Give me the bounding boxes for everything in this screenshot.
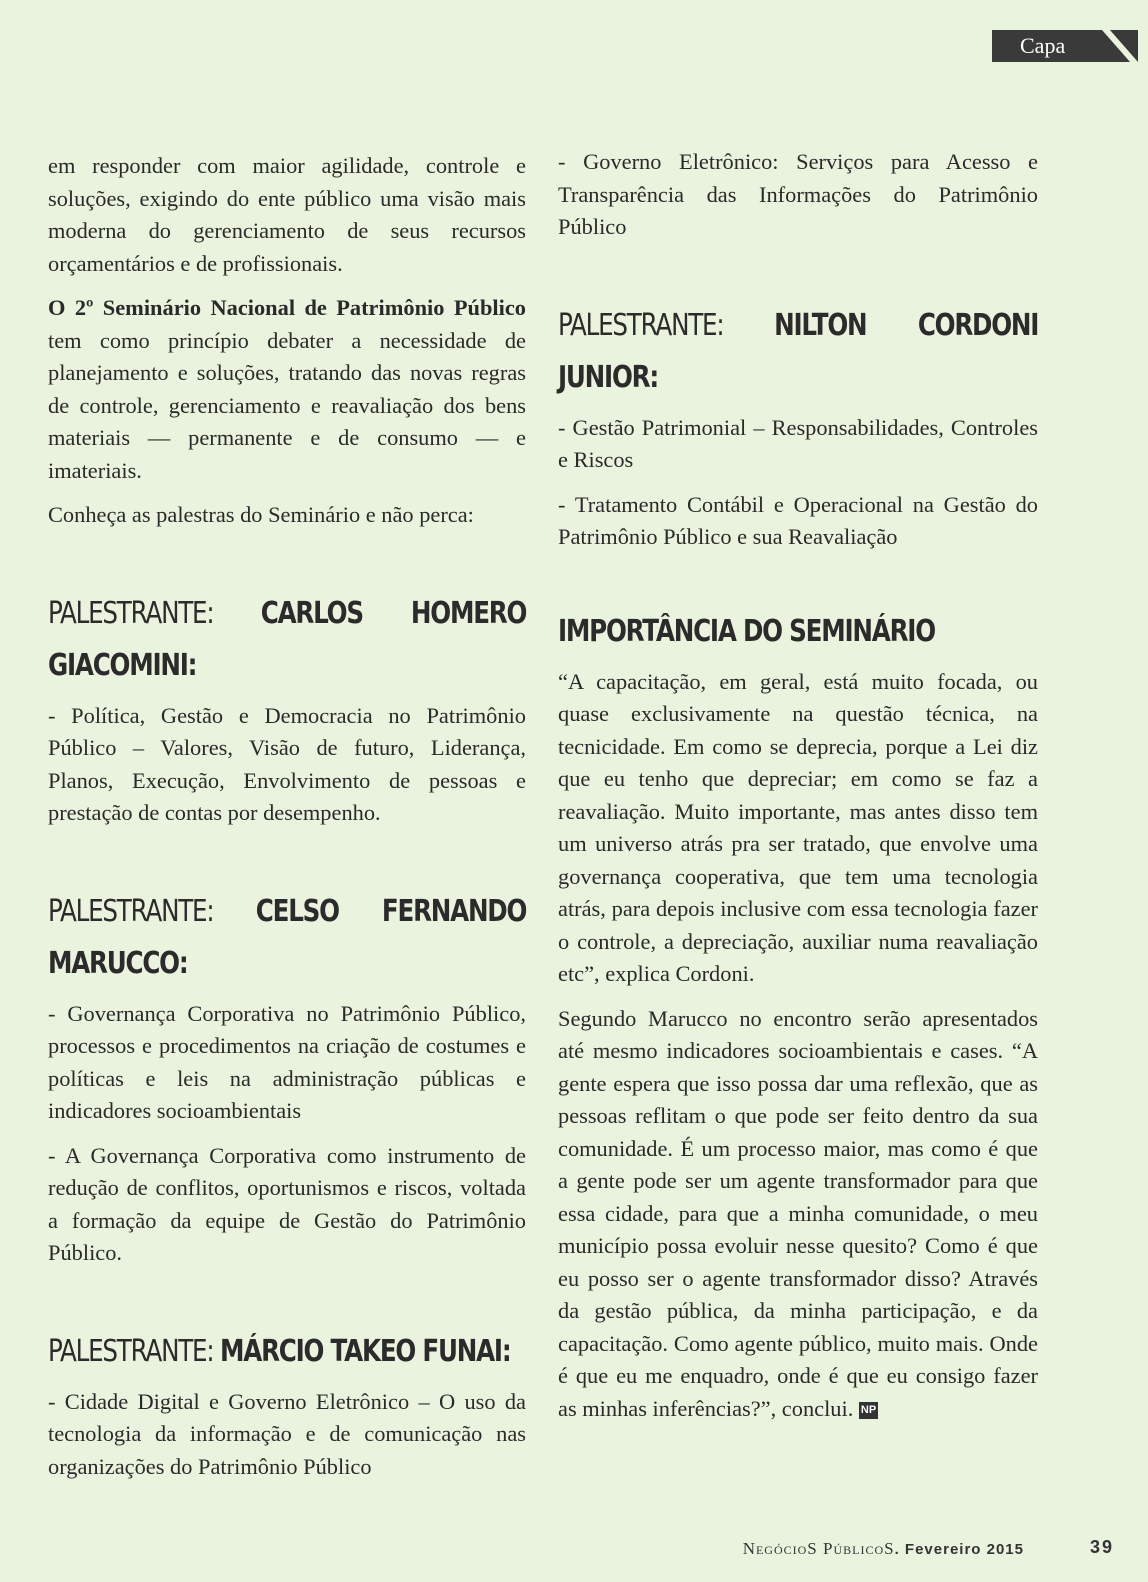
seminar-name: O 2º Seminário Nacional de Patrimônio Público bbox=[48, 295, 526, 320]
speaker-heading-cordoni: PALESTRANTE: NILTON CORDONI JUNIOR: bbox=[558, 307, 1039, 395]
talk-item-continued: - Governo Eletrônico: Serviços para Acesso e Transparência das Informações do Patrimônio Público bbox=[558, 149, 1038, 239]
section-heading-importance: IMPORTÂNCIA DO SEMINÁRIO bbox=[558, 613, 935, 649]
talk-item: - Governança Corporativa no Patrimônio Público, processos e procedimentos na criação de costumes e políticas e leis na administração públicas e indicadores socioambientais bbox=[48, 1000, 526, 1123]
speaker-heading-giacomini: PALESTRANTE: CARLOS HOMERO GIACOMINI: bbox=[48, 595, 527, 683]
left-column bbox=[48, 150, 526, 1495]
paragraph-seminar bbox=[48, 292, 526, 487]
section-tab-label: Capa bbox=[1020, 33, 1066, 58]
right-column bbox=[558, 146, 1038, 1437]
footer-publication: NegócioS PúblicoS. Fevereiro 2015 bbox=[742, 1539, 1024, 1558]
section-tab bbox=[992, 30, 1138, 62]
page-footer bbox=[0, 1535, 1148, 1565]
talk-item: - Política, Gestão e Democracia no Patrimônio Público – Valores, Visão de futuro, Liderança, Planos, Execução, Envolvimento de pessoas e prestação de contas por desempenho. bbox=[48, 702, 526, 825]
paragraph-call: Conheça as palestras do Seminário e não perca: bbox=[48, 502, 474, 527]
talk-item: - Gestão Patrimonial – Responsabilidades, Controles e Riscos bbox=[558, 414, 1038, 472]
talk-item: - Cidade Digital e Governo Eletrônico – O uso da tecnologia da informação e de comunicação nas organizações do Patrimônio Público bbox=[48, 1388, 526, 1479]
quote-marucco: Segundo Marucco no encontro serão apresentados até mesmo indicadores socioambientais e cases. “A gente espera que isso possa dar uma reflexão, que as pessoas reflitam o que pode ser feito dentro da sua comunidade. É um processo maior, mas como é que a gente pode ser um agente transformador para que essa cidade, para que a minha comunidade, o meu município possa evoluir nesse quesito? Como é que eu posso ser o agente transformador disso? Através da gestão pública, da minha participação, e da capacitação. Como agente público, muito mais. Onde é que eu me enquadro, onde é que eu consigo fazer as minhas inferências?”, conclui. NP bbox=[558, 1005, 1038, 1421]
paragraph-intro: em responder com maior agilidade, controle e soluções, exigindo do ente público uma visão mais moderna do gerenciamento de seus recursos orçamentários e de profissionais. bbox=[48, 153, 526, 276]
np-end-mark-icon: NP bbox=[859, 1402, 878, 1419]
seminar-description: tem como princípio debater a necessidade de planejamento e soluções, tratando das novas regras de controle, gerenciamento e reavaliação dos bens materiais — permanente e de consumo — e imateriais. bbox=[48, 327, 526, 483]
talk-item: - A Governança Corporativa como instrumento de redução de conflitos, oportunismos e riscos, voltada a formação da equipe de Gestão do Patrimônio Público. bbox=[48, 1142, 526, 1265]
page-number: 39 bbox=[1089, 1537, 1114, 1557]
section-tab-slash bbox=[1102, 30, 1138, 62]
quote-cordoni: “A capacitação, em geral, está muito focada, ou quase exclusivamente na questão técnica, na tecnicidade. Em como se deprecia, porque a Lei diz que eu tenho que depreciar; em como se faz a reavaliação. Muito importante, mas antes disso tem um universo atrás pra ser tratado, que envolve uma governança cooperativa, que tem uma tecnologia atrás, para depois inclusive com essa tecnologia fazer o controle, a depreciação, auxiliar numa reavaliação etc”, explica Cordoni. bbox=[558, 668, 1038, 986]
speaker-heading-marucco: PALESTRANTE: CELSO FERNANDO MARUCCO: bbox=[48, 893, 527, 981]
speaker-heading-funai: PALESTRANTE: MÁRCIO TAKEO FUNAI: bbox=[48, 1333, 511, 1369]
talk-item: - Tratamento Contábil e Operacional na Gestão do Patrimônio Público e sua Reavaliação bbox=[558, 491, 1038, 549]
